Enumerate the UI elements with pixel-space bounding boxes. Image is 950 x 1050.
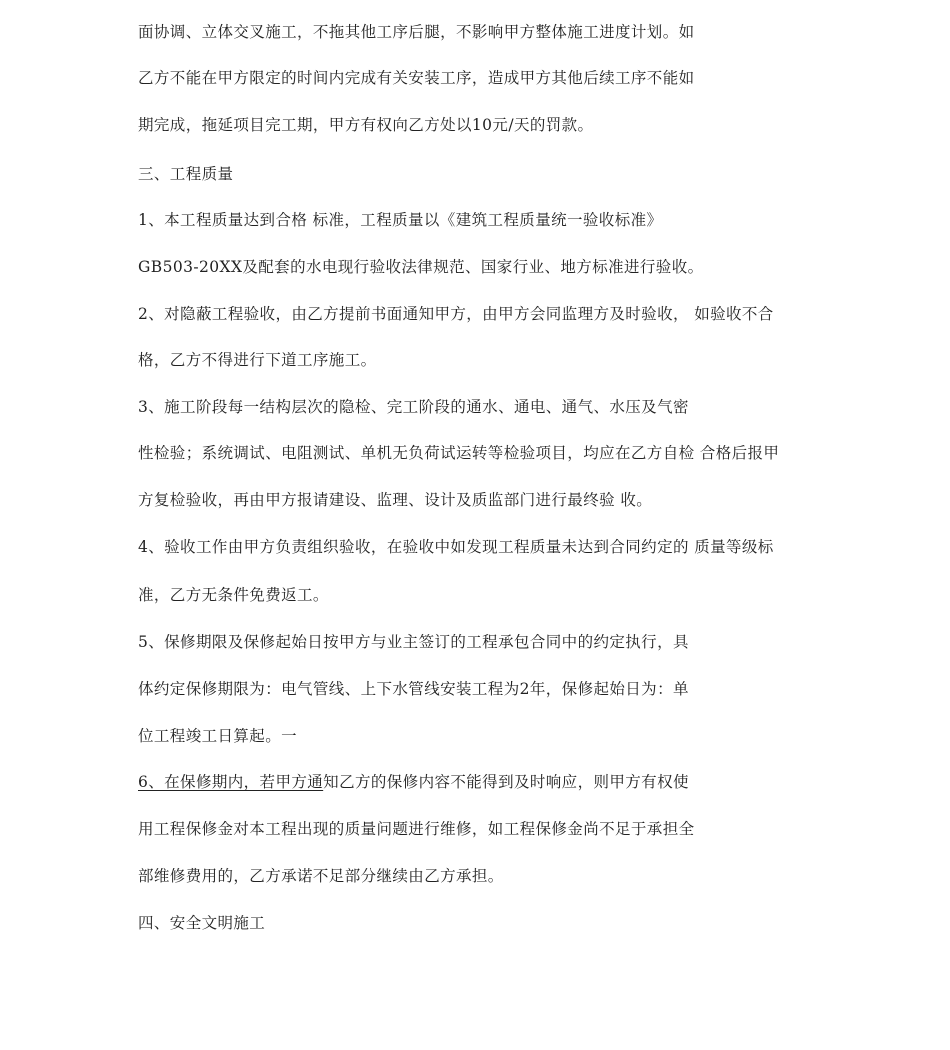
text-line: 2、对隐蔽工程验收，由乙方提前书面通知甲方，由甲方会同监理方及时验收， 如验收不合 [138,305,774,323]
section-heading: 四、安全文明施工 [138,914,266,932]
text-line: 部维修费用的，乙方承诺不足部分继续由乙方承担。 [138,867,504,885]
text-line: 方复检验收，再由甲方报请建设、监理、设计及质监部门进行最终验 收。 [138,491,653,509]
text-line: GB503-20XX及配套的水电现行验收法律规范、国家行业、地方标准进行验收。 [138,258,704,276]
text-line: 性检验；系统调试、电阻测试、单机无负荷试运转等检验项目，均应在乙方自检 合格后报甲 [138,444,780,462]
text-line: 5、保修期限及保修起始日按甲方与业主签订的工程承包合同中的约定执行，具 [138,633,689,651]
text-line: 期完成，拖延项目完工期，甲方有权向乙方处以10元/天的罚款。 [138,116,594,134]
underlined-text: 6、在保修期内，若甲方通 [138,773,324,791]
text-line [138,772,689,792]
text-line: 准，乙方无条件免费返工。 [138,586,329,604]
section-heading: 三、工程质量 [138,165,234,183]
text-line: 乙方不能在甲方限定的时间内完成有关安装工序，造成甲方其他后续工序不能如 [138,69,695,87]
text-line: 体约定保修期限为：电气管线、上下水管线安装工程为2年，保修起始日为：单 [138,680,689,698]
text-line: 面协调、立体交叉施工，不拖其他工序后腿，不影响甲方整体施工进度计划。如 [138,23,695,41]
text-line: 位工程竣工日算起。一 [138,727,298,745]
text-line: 用工程保修金对本工程出现的质量问题进行维修，如工程保修金尚不足于承担全 [138,820,695,838]
text-line: 4、验收工作由甲方负责组织验收，在验收中如发现工程质量未达到合同约定的 质量等级标 [138,538,774,556]
text-line: 1、本工程质量达到合格 标准，工程质量以《建筑工程质量统一验收标准》 [138,211,663,229]
text-line: 格，乙方不得进行下道工序施工。 [138,351,377,369]
text-line: 3、施工阶段每一结构层次的隐检、完工阶段的通水、通电、通气、水压及气密 [138,398,689,416]
text-segment: 知乙方的保修内容不能得到及时响应，则甲方有权使 [323,773,689,791]
